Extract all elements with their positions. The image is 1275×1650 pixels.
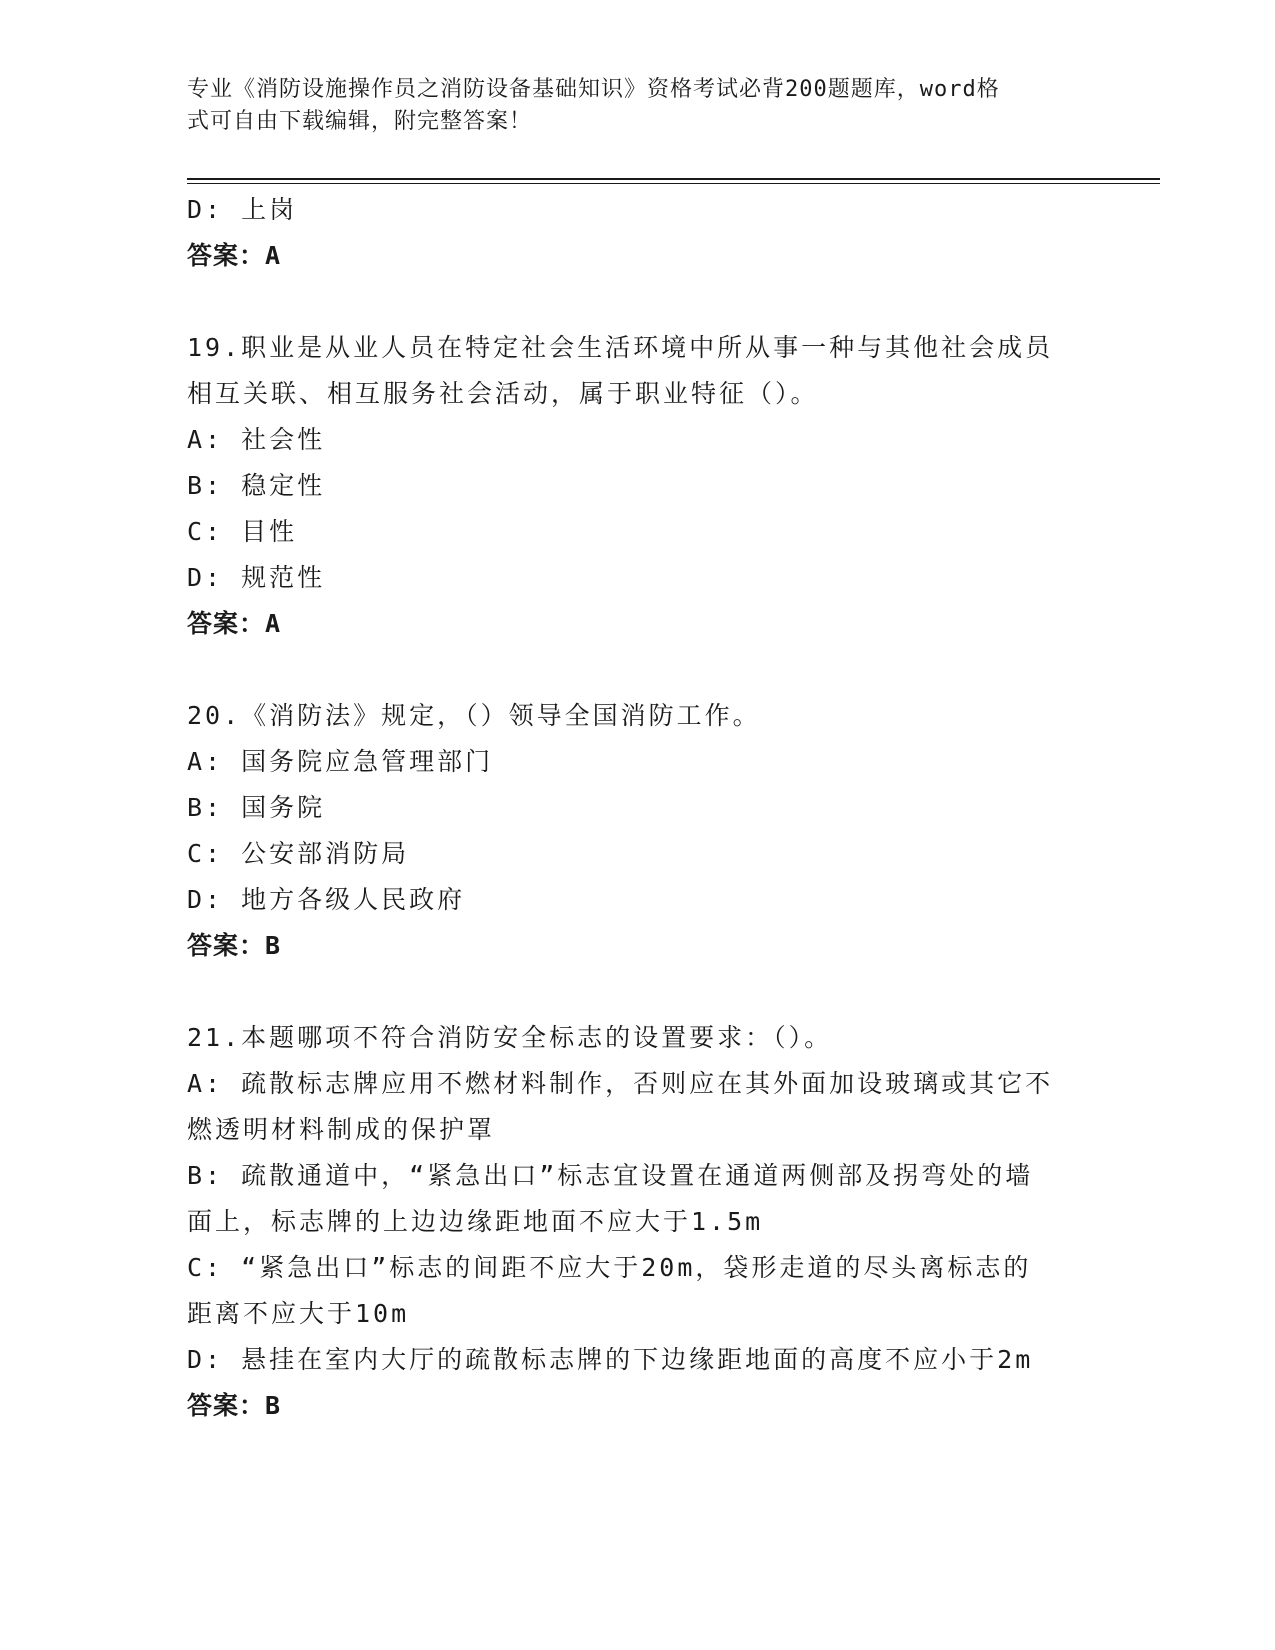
spacer [187, 279, 1087, 325]
question-content [187, 187, 1087, 1429]
previous-question-tail [187, 187, 1087, 279]
header-rule-thin [187, 183, 1160, 184]
header-line-2: 式可自由下载编辑，附完整答案！ [187, 109, 533, 134]
option-d: D: 上岗 [187, 195, 298, 224]
question-text: 相互关联、相互服务社会活动，属于职业特征（）。 [187, 379, 819, 408]
spacer [187, 969, 1087, 1015]
header-rule-thick [187, 178, 1160, 180]
option-c-continued: 距离不应大于10m [187, 1299, 410, 1328]
option-c: C: “紧急出口”标志的间距不应大于20m，袋形走道的尽头离标志的 [187, 1253, 1032, 1282]
spacer [187, 647, 1087, 693]
option-b: B: 稳定性 [187, 471, 326, 500]
question-text: 20.《消防法》规定，（）领导全国消防工作。 [187, 701, 761, 730]
option-d: D: 规范性 [187, 563, 326, 592]
answer-line: 答案：A [187, 241, 282, 270]
option-b: B: 疏散通道中，“紧急出口”标志宜设置在通道两侧部及拐弯处的墙 [187, 1161, 1034, 1190]
option-c: C: 目性 [187, 517, 298, 546]
question-text: 19.职业是从业人员在特定社会生活环境中所从事一种与其他社会成员 [187, 333, 1054, 362]
answer-line: 答案：B [187, 1391, 282, 1420]
document-header [187, 74, 1087, 138]
option-a: A: 社会性 [187, 425, 326, 454]
option-c: C: 公安部消防局 [187, 839, 410, 868]
option-d: D: 地方各级人民政府 [187, 885, 466, 914]
answer-line: 答案：A [187, 609, 282, 638]
option-d: D: 悬挂在室内大厅的疏散标志牌的下边缘距地面的高度不应小于2m [187, 1345, 1034, 1374]
question-text: 21.本题哪项不符合消防安全标志的设置要求：（）。 [187, 1023, 833, 1052]
answer-line: 答案：B [187, 931, 282, 960]
option-b-continued: 面上，标志牌的上边边缘距地面不应大于1.5m [187, 1207, 764, 1236]
option-b: B: 国务院 [187, 793, 326, 822]
header-line-1: 专业《消防设施操作员之消防设备基础知识》资格考试必背200题题库，word格 [187, 77, 1000, 102]
option-a-continued: 燃透明材料制成的保护罩 [187, 1115, 496, 1144]
option-a: A: 疏散标志牌应用不燃材料制作，否则应在其外面加设玻璃或其它不 [187, 1069, 1054, 1098]
question-20 [187, 693, 1087, 969]
question-21 [187, 1015, 1087, 1429]
option-a: A: 国务院应急管理部门 [187, 747, 494, 776]
question-19 [187, 325, 1087, 647]
